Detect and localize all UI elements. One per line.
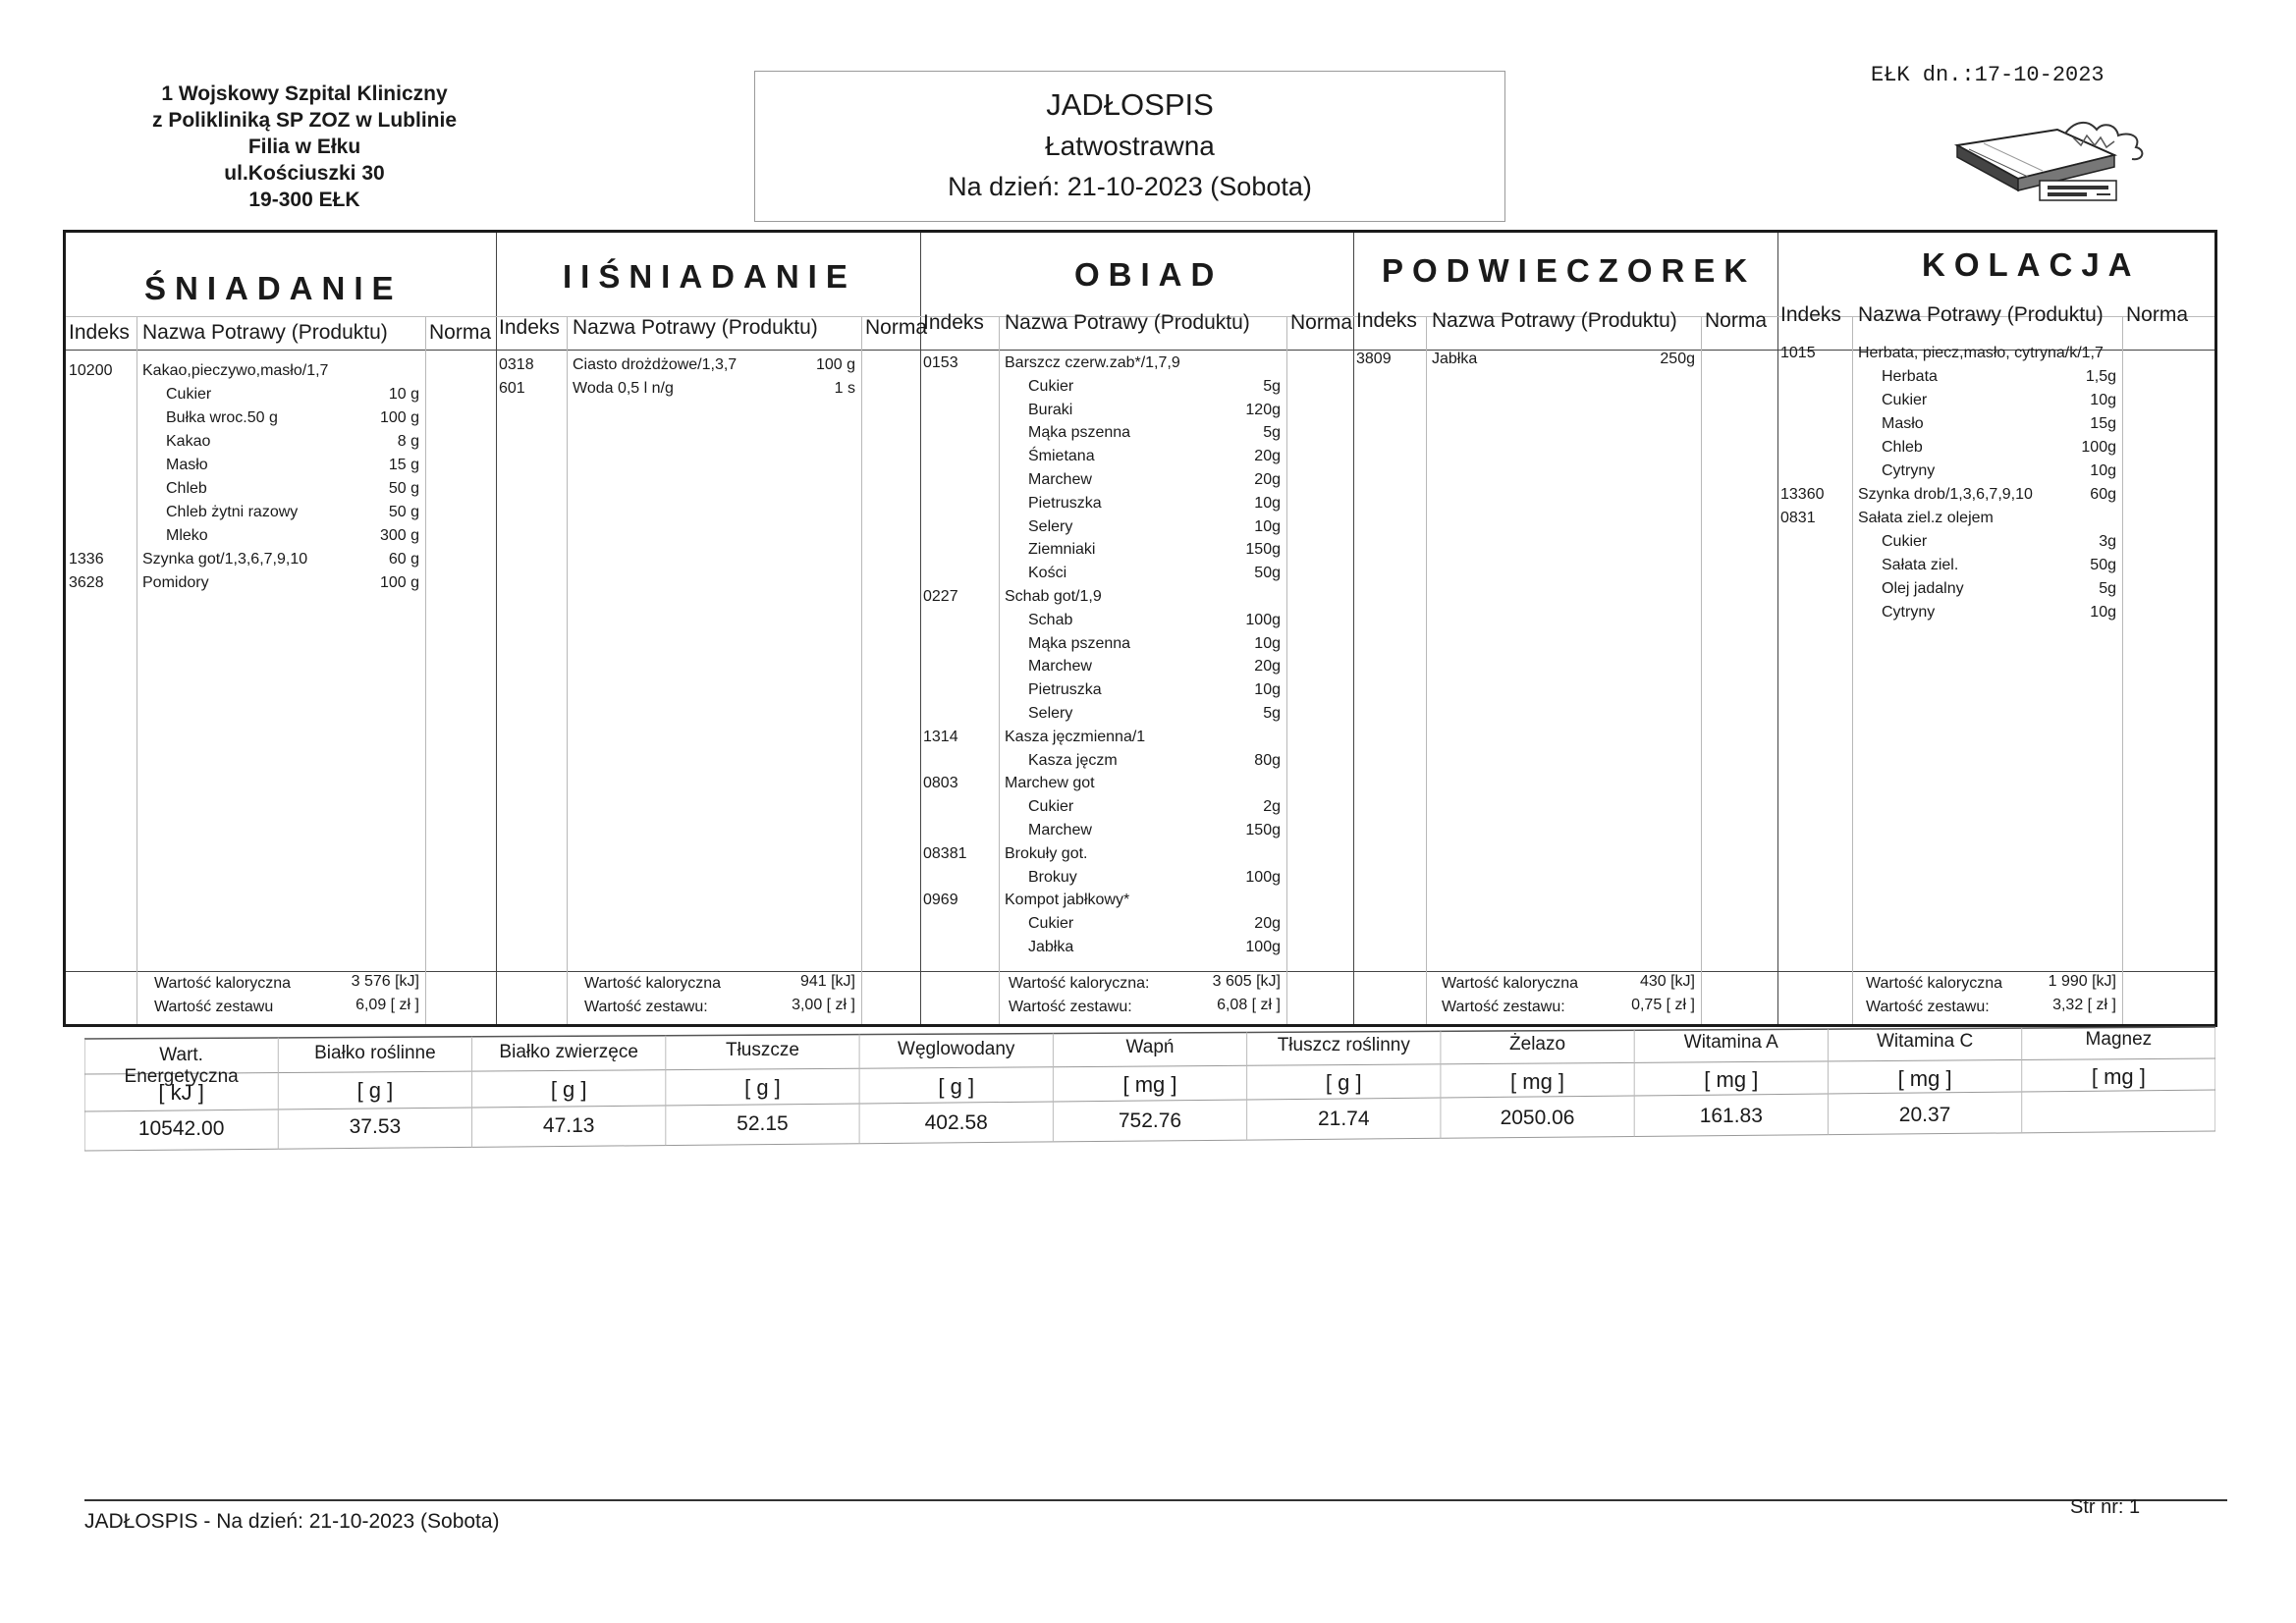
row-norma: 15 g (388, 457, 419, 473)
column-header-name: Nazwa Potrawy (Produktu) (142, 321, 388, 344)
row-index: 0227 (923, 588, 958, 605)
row-norma: 50g (1254, 565, 1281, 582)
row-product-name: Barszcz czerw.zab*/1,7,9 (1005, 354, 1180, 371)
nutrient-unit: [ mg ] (1122, 1072, 1177, 1097)
row-product-name: Brokuy (1028, 868, 1077, 886)
row-norma: 300 g (379, 527, 419, 544)
row-norma: 5g (1263, 377, 1281, 395)
row-norma: 10g (2090, 462, 2116, 479)
row-norma: 20g (1254, 471, 1281, 488)
nutrient-unit: [ mg ] (1704, 1067, 1759, 1093)
row-product-name: Cukier (1882, 392, 1928, 408)
cost-label: Wartość zestawu: (584, 999, 708, 1015)
row-product-name: Herbata (1882, 368, 1938, 385)
meal-title-sniadanie: ŚNIADANIE (144, 270, 403, 306)
nutrient-name: Wapń (1125, 1037, 1175, 1057)
row-norma: 10 g (388, 386, 419, 403)
row-norma: 10g (1254, 517, 1281, 535)
row-norma: 15g (2090, 415, 2116, 432)
row-product-name: Cytryny (1882, 604, 1936, 621)
row-product-name: Jabłka (1028, 939, 1074, 955)
row-product-name: Pomidory (142, 574, 209, 591)
row-product-name: Chleb (166, 480, 207, 497)
nutrient-unit: [ mg ] (1897, 1065, 1952, 1091)
nutrient-value: 752.76 (1118, 1109, 1182, 1132)
row-product-name: Mąka pszenna (1028, 424, 1131, 442)
diet-name: Łatwostrawna (1045, 131, 1215, 161)
row-product-name: Kakao,pieczywo,masło/1,7 (142, 362, 329, 379)
row-product-name: Herbata, piecz,masło, cytryna/k/1,7 (1858, 345, 2104, 361)
nutrient-value: 52.15 (737, 1112, 789, 1136)
row-product-name: Kompot jabłkowy* (1005, 892, 1130, 909)
nutrient-name: Witamina C (1876, 1030, 1974, 1052)
row-norma: 2g (1263, 798, 1281, 816)
row-norma: 80g (1254, 751, 1281, 769)
nutrient-unit: [ g ] (550, 1076, 587, 1102)
row-norma: 50g (2090, 557, 2116, 573)
row-norma: 100 g (815, 356, 855, 373)
row-product-name: Buraki (1028, 401, 1073, 418)
nutrient-value: 161.83 (1699, 1105, 1763, 1128)
row-product-name: Pietruszka (1028, 494, 1102, 512)
row-product-name: Selery (1028, 517, 1073, 535)
calorie-value: 1 990 [kJ] (2048, 973, 2116, 990)
meal-title-podwieczorek: PODWIECZOREK (1382, 252, 1757, 289)
cost-value: 6,08 [ zł ] (1217, 997, 1281, 1013)
nutrient-name: Tłuszcze (725, 1040, 799, 1061)
row-norma: 50 g (388, 504, 419, 520)
column-header-index: Indeks (1356, 309, 1417, 332)
nutrient-value: 2050.06 (1500, 1106, 1575, 1129)
row-norma: 100g (1245, 868, 1281, 886)
row-product-name: Brokuły got. (1005, 844, 1088, 862)
row-norma: 10g (1254, 681, 1281, 699)
row-product-name: Bułka wroc.50 g (166, 409, 278, 426)
cost-label: Wartość zestawu: (1442, 999, 1565, 1015)
row-index: 08381 (923, 844, 967, 862)
row-product-name: Schab (1028, 611, 1073, 628)
row-norma: 10g (1254, 494, 1281, 512)
row-product-name: Woda 0,5 l n/g (573, 380, 674, 397)
nutrient-name: Białko roślinne (314, 1043, 436, 1064)
row-norma: 150g (1245, 822, 1281, 839)
row-norma: 250g (1660, 351, 1695, 367)
nutrient-name: Wart. Energetyczna (124, 1045, 239, 1087)
row-norma: 100 g (379, 574, 419, 591)
meal-title-kolacja: KOLACJA (1922, 246, 2141, 283)
row-product-name: Mąka pszenna (1028, 634, 1131, 652)
nutrient-unit: [ g ] (744, 1075, 781, 1101)
nutrient-unit: [ g ] (938, 1073, 975, 1099)
column-header-norma: Norma (1290, 311, 1353, 334)
nutrient-name: Tłuszcz roślinny (1277, 1035, 1410, 1056)
calorie-label: Wartość kaloryczna (1866, 975, 2002, 992)
row-product-name: Ciasto drożdżowe/1,3,7 (573, 356, 738, 373)
row-norma: 20g (1254, 658, 1281, 676)
row-product-name: Olej jadalny (1882, 580, 1964, 597)
row-product-name: Pietruszka (1028, 681, 1102, 699)
row-norma: 10g (2090, 392, 2116, 408)
column-header-norma: Norma (865, 316, 928, 339)
meal-table (63, 230, 2217, 1027)
calorie-label: Wartość kaloryczna: (1009, 975, 1150, 992)
row-norma: 100g (1245, 939, 1281, 955)
hospital-line: ul.Kościuszki 30 (224, 162, 385, 185)
menu-date: Na dzień: 21-10-2023 (Sobota) (948, 172, 1312, 201)
row-norma: 1 s (834, 380, 855, 397)
row-index: 601 (499, 380, 525, 397)
cost-value: 6,09 [ zł ] (355, 997, 419, 1013)
row-product-name: Cukier (1028, 915, 1074, 933)
nutrient-value: 402.58 (924, 1110, 988, 1134)
hospital-line: Filia w Ełku (247, 135, 361, 158)
column-header-name: Nazwa Potrawy (Produktu) (1858, 303, 2104, 326)
row-product-name: Śmietana (1028, 448, 1095, 465)
nutrient-value: 47.13 (542, 1113, 595, 1137)
column-header-norma: Norma (429, 321, 492, 344)
row-product-name: Masło (166, 457, 208, 473)
row-product-name: Sałata ziel.z olejem (1858, 510, 1994, 526)
column-header-index: Indeks (923, 311, 984, 334)
cost-value: 3,32 [ zł ] (2052, 997, 2116, 1013)
nutrient-unit: [ mg ] (1510, 1068, 1565, 1094)
row-product-name: Selery (1028, 705, 1073, 722)
row-product-name: Szynka drob/1,3,6,7,9,10 (1858, 486, 2033, 503)
nutrient-name: Żelazo (1509, 1033, 1566, 1055)
row-index: 0318 (499, 356, 534, 373)
row-index: 3628 (69, 574, 104, 591)
row-product-name: Kasza jęczmienna/1 (1005, 728, 1146, 745)
nutrient-value: 20.37 (1898, 1103, 1951, 1126)
nutrient-name: Witamina A (1683, 1032, 1778, 1054)
meal-title-ii-sniadanie: IIŚNIADANIE (563, 258, 856, 295)
row-index: 1015 (1780, 345, 1816, 361)
cost-label: Wartość zestawu (154, 999, 274, 1015)
row-norma: 60 g (388, 551, 419, 568)
hospital-address (118, 81, 491, 213)
row-index: 0831 (1780, 510, 1816, 526)
row-index: 0969 (923, 892, 958, 909)
column-header-name: Nazwa Potrawy (Produktu) (1005, 311, 1250, 334)
meal-title-obiad: OBIAD (1074, 256, 1224, 293)
cost-label: Wartość zestawu: (1009, 999, 1132, 1015)
row-norma: 1,5g (2085, 368, 2116, 385)
calorie-label: Wartość kaloryczna (584, 975, 721, 992)
nutrition-table (84, 1019, 2215, 1153)
row-product-name: Cukier (166, 386, 212, 403)
row-norma: 100 g (379, 409, 419, 426)
row-product-name: Marchew (1028, 658, 1092, 676)
column-header-norma: Norma (1705, 309, 1768, 332)
row-product-name: Schab got/1,9 (1005, 588, 1102, 605)
row-norma: 5g (1263, 424, 1281, 442)
row-index: 0803 (923, 775, 958, 792)
footer-divider (84, 1499, 2227, 1501)
nutrient-value: 21.74 (1317, 1108, 1370, 1131)
nutrient-name: Magnez (2085, 1029, 2153, 1050)
row-product-name: Chleb żytni razowy (166, 504, 299, 520)
cost-label: Wartość zestawu: (1866, 999, 1990, 1015)
nutrient-value: 10542.00 (137, 1117, 225, 1140)
column-header-index: Indeks (499, 316, 560, 339)
row-norma: 100g (2081, 439, 2116, 456)
row-product-name: Kasza jęczm (1028, 751, 1118, 769)
column-header-norma: Norma (2126, 303, 2189, 326)
row-product-name: Cukier (1028, 798, 1074, 816)
calorie-value: 430 [kJ] (1639, 973, 1695, 990)
row-product-name: Kości (1028, 565, 1067, 582)
row-product-name: Jabłka (1432, 351, 1478, 367)
calorie-label: Wartość kaloryczna (1442, 975, 1578, 992)
row-norma: 20g (1254, 915, 1281, 933)
row-norma: 50 g (388, 480, 419, 497)
row-norma: 120g (1245, 401, 1281, 418)
cost-value: 3,00 [ zł ] (792, 997, 855, 1013)
nutrient-name: Białko zwierzęce (499, 1041, 638, 1062)
row-index: 1314 (923, 728, 958, 745)
nutrient-unit: [ kJ ] (158, 1080, 204, 1105)
calorie-value: 3 576 [kJ] (351, 973, 419, 990)
row-norma: 5g (1263, 705, 1281, 722)
nutrient-unit: [ g ] (356, 1078, 394, 1104)
hospital-line: 19-300 EŁK (248, 189, 360, 211)
nutrient-unit: [ g ] (1325, 1070, 1362, 1096)
row-norma: 20g (1254, 448, 1281, 465)
row-index: 0153 (923, 354, 958, 371)
footer-text: JADŁOSPIS - Na dzień: 21-10-2023 (Sobota) (84, 1510, 500, 1533)
row-index: 13360 (1780, 486, 1825, 503)
row-norma: 10g (1254, 634, 1281, 652)
row-product-name: Cukier (1882, 533, 1928, 550)
row-index: 10200 (69, 362, 113, 379)
row-product-name: Cytryny (1882, 462, 1936, 479)
row-norma: 150g (1245, 541, 1281, 559)
row-norma: 100g (1245, 611, 1281, 628)
row-norma: 3g (2099, 533, 2116, 550)
row-product-name: Ziemniaki (1028, 541, 1096, 559)
hospital-line: 1 Wojskowy Szpital Kliniczny (161, 82, 448, 105)
column-header-name: Nazwa Potrawy (Produktu) (1432, 309, 1677, 332)
row-norma: 8 g (397, 433, 419, 450)
row-product-name: Mleko (166, 527, 208, 544)
calorie-label: Wartość kaloryczna (154, 975, 291, 992)
row-index: 3809 (1356, 351, 1392, 367)
nutrient-value: 37.53 (349, 1115, 402, 1139)
column-header-index: Indeks (1780, 303, 1841, 326)
calorie-value: 3 605 [kJ] (1212, 973, 1281, 990)
row-product-name: Marchew got (1005, 775, 1095, 792)
row-product-name: Marchew (1028, 822, 1092, 839)
hospital-line: z Polikliniką SP ZOZ w Lublinie (152, 109, 457, 132)
calorie-value: 941 [kJ] (799, 973, 855, 990)
row-product-name: Sałata ziel. (1882, 557, 1959, 573)
title-box (754, 71, 1505, 222)
column-header-name: Nazwa Potrawy (Produktu) (573, 316, 818, 339)
nutrient-name: Węglowodany (898, 1038, 1015, 1059)
cost-value: 0,75 [ zł ] (1631, 997, 1695, 1013)
row-norma: 5g (2099, 580, 2116, 597)
row-norma: 10g (2090, 604, 2116, 621)
document-date: EŁK dn.:17-10-2023 (1871, 63, 2105, 87)
page-number: Str nr: 1 (2070, 1496, 2141, 1518)
row-product-name: Cukier (1028, 377, 1074, 395)
row-product-name: Szynka got/1,3,6,7,9,10 (142, 551, 308, 568)
page-title: JADŁOSPIS (1046, 87, 1214, 122)
row-product-name: Masło (1882, 415, 1924, 432)
nutrient-unit: [ mg ] (2091, 1064, 2146, 1089)
row-product-name: Kakao (166, 433, 211, 450)
book-logo-icon (1949, 116, 2175, 209)
row-product-name: Chleb (1882, 439, 1923, 456)
row-product-name: Marchew (1028, 471, 1092, 488)
column-header-index: Indeks (69, 321, 130, 344)
row-index: 1336 (69, 551, 104, 568)
row-norma: 60g (2090, 486, 2116, 503)
